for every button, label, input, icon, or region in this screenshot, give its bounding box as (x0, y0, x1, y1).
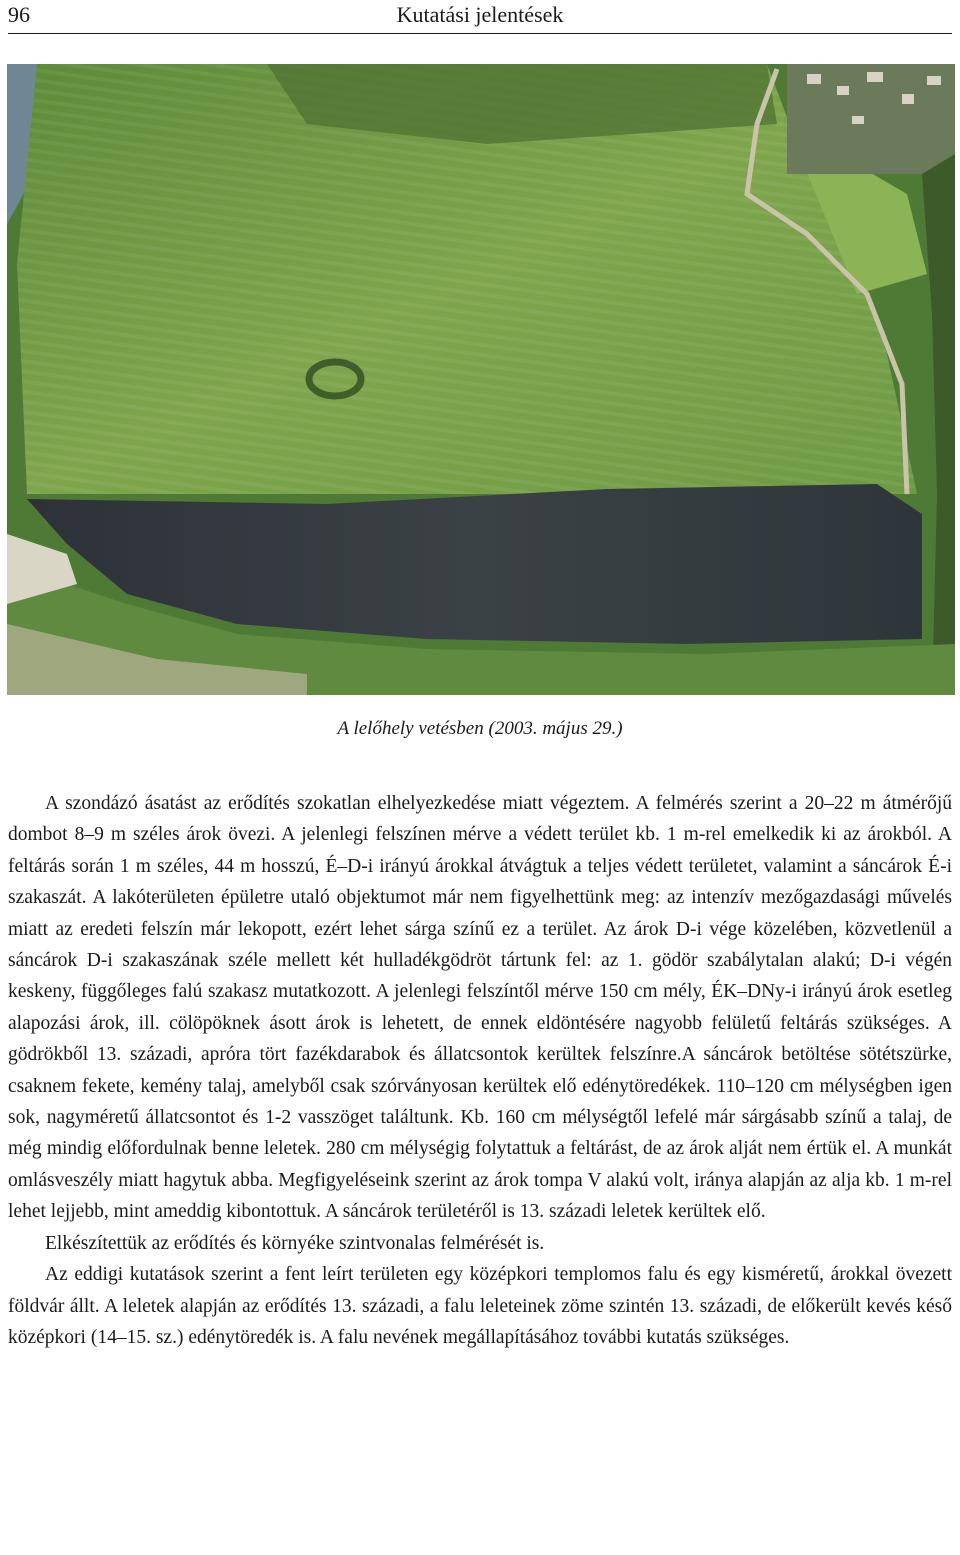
running-title: Kutatási jelentések (396, 2, 564, 27)
page-header (8, 0, 952, 36)
body-text (8, 788, 952, 1353)
page-number: 96 (8, 2, 30, 27)
aerial-photo (7, 64, 955, 695)
paragraph: Elkészítettük az erődítés és környéke szintvonalas felmérését is. (45, 1232, 545, 1254)
header-rule (8, 33, 952, 34)
paragraph: Az eddigi kutatások szerint a fent leírt területen egy középkori templomos falu és egy kisméretű, árokkal övezett földvár állt. A leletek alapján az erődítés 13. századi, a falu leleteinek zöme szintén 13. századi, de előkerült kevés késő középkori (14–15. sz.) edénytöredék is. A falu nevének megállapításához további kutatás szükséges. (8, 1264, 952, 1348)
figure-caption: A lelőhely vetésben (2003. május 29.) (337, 718, 623, 739)
paragraph: A szondázó ásatást az erődítés szokatlan elhelyezkedése miatt végeztem. A felmérés szerint a 20–22 m átmérőjű dombot 8–9 m széles árok övezi. A jelenlegi felszínen mérve a védett terület kb. 1 m-rel emelkedik ki az árokból. A feltárás során 1 m széles, 44 m hosszú, É–D-i irányú árokkal átvágtuk a teljes védett területet, valamint a sáncárok É-i szakaszát. A lakóterületen épületre utaló objektumot már nem figyelhettünk meg: az intenzív mezőgazdasági művelés miatt az eredeti felszín már lekopott, ezért lehet sárga színű ez a terület. Az árok D-i vége közelében, közvetlenül a sáncárok D-i szakaszának széle mellett két hulladékgödröt tártunk fel: az 1. gödör szabálytalan alakú; D-i végén keskeny, függőleges falú szakasz mutatkozott. A jelenlegi felszíntől mérve 150 cm mély, ÉK–DNy-i irányú árok esetleg alapozási árok, ill. cölöpöknek ásott árok is lehetett, de ennek eldöntésére nagyobb felületű feltárás szükséges. A gödrökből 13. századi, apróra tört fazékdarabok és állatcsontok kerültek felszínre.A sáncárok betöltése sötétszürke, csaknem fekete, kemény talaj, amelyből csak szórványosan kerültek elő edénytöredékek. 110–120 cm mélységben igen sok, nagyméretű állatcsontot és 1-2 vasszöget találtunk. Kb. 160 cm mélységtől lefelé már sárgásabb színű a talaj, de még mindig előfordulnak benne leletek. 280 cm mélységig folytattuk a feltárást, de az árok alját nem értük el. A munkát omlásveszély miatt hagytuk abba. Megfigyeléseink szerint az árok tompa V alakú volt, iránya alapján az alja kb. 1 m-rel lehet lejjebb, mint ameddig kibontottuk. A sáncárok területéről is 13. századi leletek kerültek elő. (8, 793, 952, 1223)
